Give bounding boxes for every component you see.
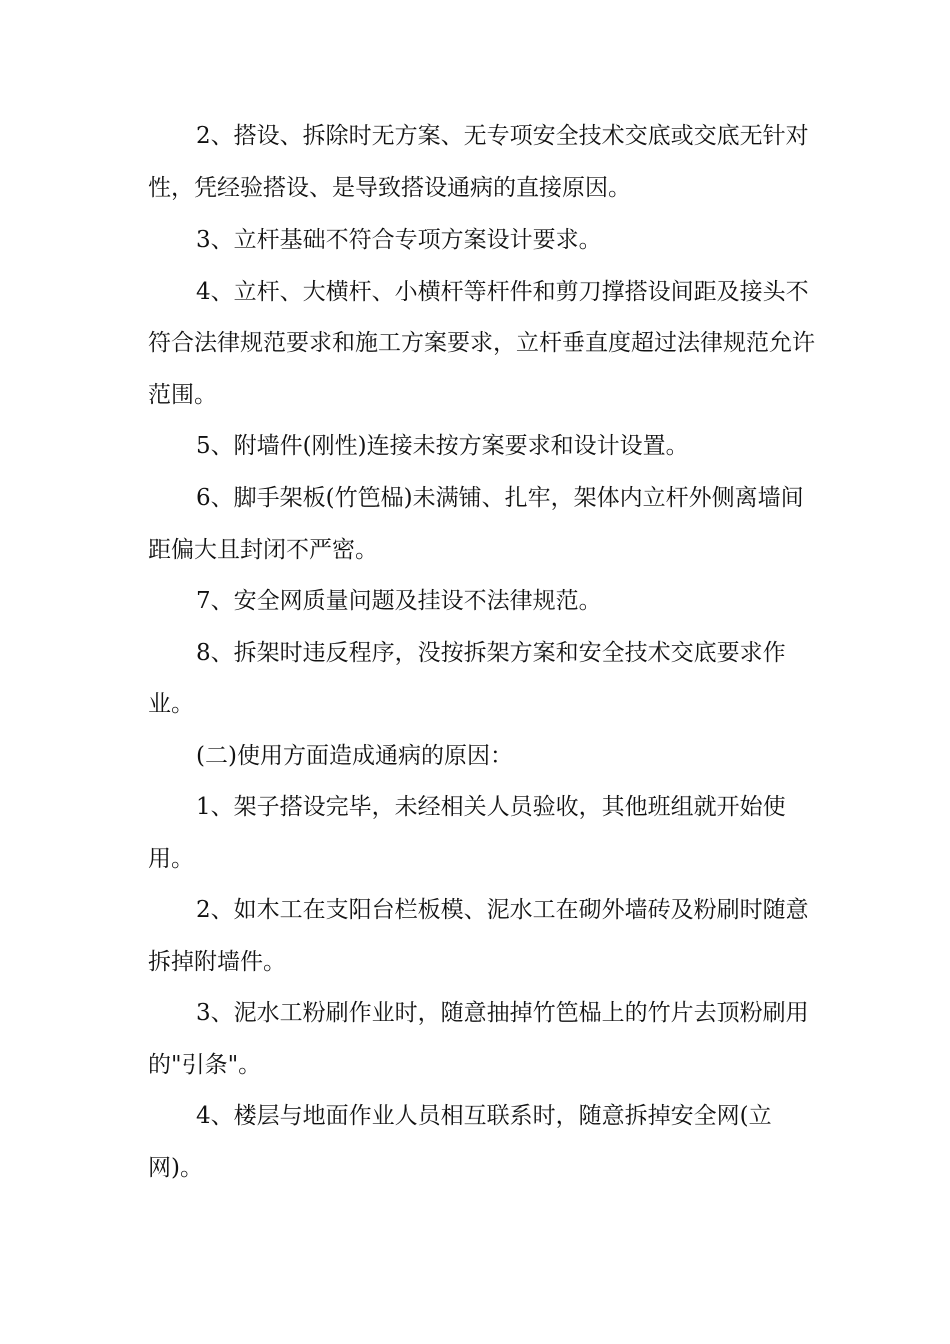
paragraph-line: 4、楼层与地面作业人员相互联系时，随意拆掉安全网(立 xyxy=(196,1103,772,1129)
paragraph-line: 4、立杆、大横杆、小横杆等杆件和剪刀撑搭设间距及接头不 xyxy=(196,279,809,305)
section-heading: (二)使用方面造成通病的原因： xyxy=(196,743,513,769)
paragraph-line: 距偏大且封闭不严密。 xyxy=(148,537,378,563)
paragraph-line: 8、拆架时违反程序，没按拆架方案和安全技术交底要求作 xyxy=(196,640,786,666)
paragraph-line: 拆掉附墙件。 xyxy=(148,949,286,975)
paragraph-line: 7、安全网质量问题及挂设不法律规范。 xyxy=(196,588,602,614)
paragraph-line: 性，凭经验搭设、是导致搭设通病的直接原因。 xyxy=(148,175,631,201)
paragraph-line: 业。 xyxy=(148,691,194,717)
paragraph-line: 的"引条"。 xyxy=(148,1052,262,1078)
paragraph-line: 符合法律规范要求和施工方案要求，立杆垂直度超过法律规范允许 xyxy=(148,330,815,356)
paragraph-line: 6、脚手架板(竹笆榀)未满铺、扎牢，架体内立杆外侧离墙间 xyxy=(196,485,804,511)
paragraph-line: 2、搭设、拆除时无方案、无专项安全技术交底或交底无针对 xyxy=(196,123,809,149)
paragraph-line: 3、泥水工粉刷作业时，随意抽掉竹笆榀上的竹片去顶粉刷用 xyxy=(196,1000,809,1026)
paragraph-line: 5、附墙件(刚性)连接未按方案要求和设计设置。 xyxy=(196,433,689,459)
paragraph-line: 网)。 xyxy=(148,1155,203,1181)
paragraph-line: 范围。 xyxy=(148,382,217,408)
paragraph-line: 3、立杆基础不符合专项方案设计要求。 xyxy=(196,227,602,253)
paragraph-line: 2、如木工在支阳台栏板模、泥水工在砌外墙砖及粉刷时随意 xyxy=(196,897,809,923)
paragraph-line: 1、架子搭设完毕，未经相关人员验收，其他班组就开始使 xyxy=(196,794,786,820)
paragraph-line: 用。 xyxy=(148,846,194,872)
